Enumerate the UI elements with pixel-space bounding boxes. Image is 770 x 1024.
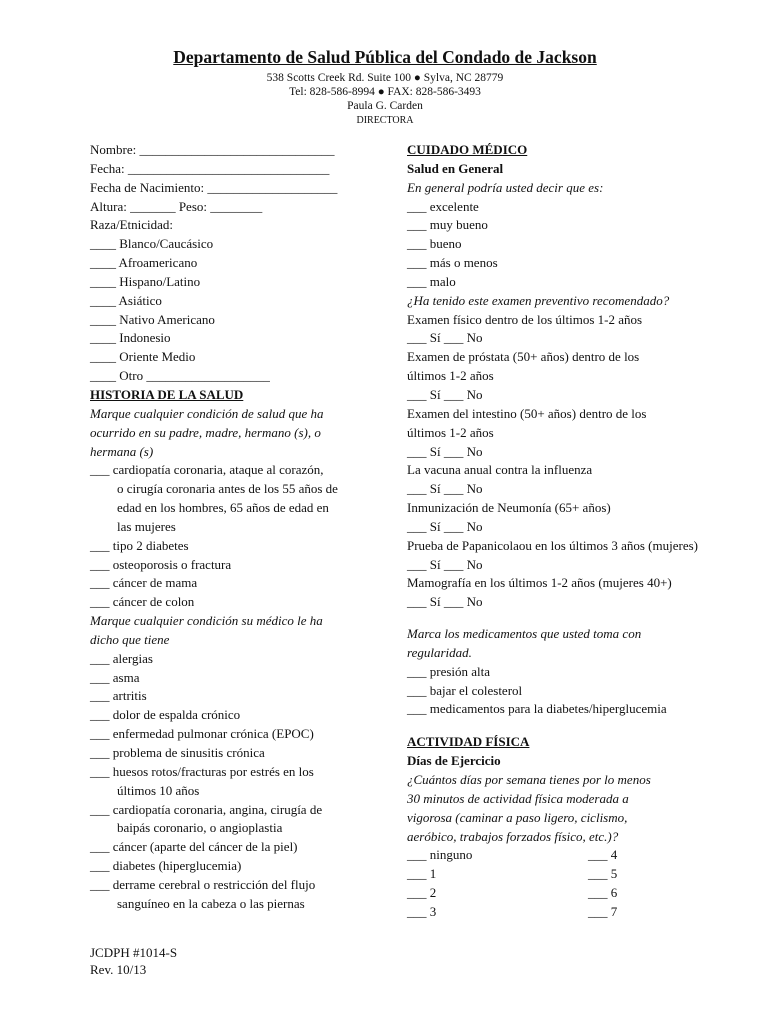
exercise-day-option[interactable]: ___ 6: [588, 885, 618, 901]
exam-label: últimos 1-2 años: [407, 368, 494, 384]
exercise-prompt: vigorosa (caminar a paso ligero, ciclismo,: [407, 809, 628, 825]
director-name: Paula G. Carden: [347, 100, 423, 112]
health-history-heading: HISTORIA DE LA SALUD: [90, 386, 244, 402]
exam-label: Prueba de Papanicolaou en los últimos 3 años (mujeres): [407, 537, 698, 553]
form-footer: [90, 944, 177, 978]
general-health-option[interactable]: ___ bueno: [407, 236, 462, 252]
height-weight-field[interactable]: Altura: _______ Peso: ________: [90, 198, 263, 214]
general-health-prompt: En general podría usted decir que es:: [407, 179, 604, 195]
family-condition-option[interactable]: ___ osteoporosis o fractura: [90, 556, 232, 572]
exam-label: Examen físico dentro de los últimos 1-2 años: [407, 311, 643, 327]
doctor-condition-option[interactable]: ___ problema de sinusitis crónica: [90, 745, 265, 760]
exam-label: Examen del intestino (50+ años) dentro de los: [407, 405, 647, 421]
exercise-day-option[interactable]: ___ 7: [588, 903, 618, 919]
race-option[interactable]: ____ Asiático: [90, 292, 162, 308]
race-option[interactable]: ____ Oriente Medio: [90, 349, 196, 365]
general-health-option[interactable]: ___ malo: [407, 273, 456, 289]
exam-label: últimos 1-2 años: [407, 424, 494, 440]
medication-option[interactable]: ___ bajar el colesterol: [407, 682, 523, 698]
physical-activity-heading: ACTIVIDAD FÍSICA: [407, 734, 530, 750]
family-condition-continuation: edad en los hombres, 65 años de edad en: [117, 500, 329, 516]
form-revision: Rev. 10/13: [90, 962, 147, 977]
exercise-days-row: [407, 846, 737, 865]
doctor-condition-option[interactable]: ___ huesos rotos/fracturas por estrés en los: [90, 763, 314, 779]
doctor-condition-continuation: baipás coronario, o angioplastia: [117, 820, 283, 836]
exam-label: La vacuna anual contra la influenza: [407, 462, 593, 478]
doctor-condition-option[interactable]: ___ diabetes (hiperglucemia): [90, 858, 242, 874]
right-column: [407, 141, 737, 922]
form-id: JCDPH #1014-S: [90, 945, 178, 960]
doctor-condition-option[interactable]: ___ cardiopatía coronaria, angina, cirugía de: [90, 801, 323, 817]
yes-no-option[interactable]: ___ Sí ___ No: [407, 481, 483, 497]
preventive-exam-prompt: ¿Ha tenido este examen preventivo recomendado?: [407, 292, 670, 308]
yes-no-option[interactable]: ___ Sí ___ No: [407, 386, 483, 402]
yes-no-option[interactable]: ___ Sí ___ No: [407, 443, 483, 459]
doctor-condition-option[interactable]: ___ asma: [90, 669, 140, 685]
race-option-other[interactable]: ____ Otro ___________________: [90, 368, 270, 384]
exercise-days-row: [407, 884, 737, 903]
medications-prompt: Marca los medicamentos que usted toma con: [407, 626, 642, 642]
doctor-condition-option[interactable]: ___ artritis: [90, 688, 147, 704]
general-health-heading: Salud en General: [407, 160, 504, 176]
family-condition-continuation: o cirugía coronaria antes de los 55 años de: [117, 481, 338, 497]
doctor-condition-option[interactable]: ___ enfermedad pulmonar crónica (EPOC): [90, 726, 314, 742]
yes-no-option[interactable]: ___ Sí ___ No: [407, 594, 483, 610]
family-condition-option[interactable]: ___ cardiopatía coronaria, ataque al corazón,: [90, 462, 324, 478]
yes-no-option[interactable]: ___ Sí ___ No: [407, 518, 483, 534]
family-history-prompt: ocurrido en su padre, madre, hermano (s), o: [90, 424, 321, 440]
section-spacer: [407, 719, 737, 733]
exercise-prompt: ¿Cuántos días por semana tienes por lo menos: [407, 772, 651, 787]
department-title: Departamento de Salud Pública del Condado de Jackson: [173, 47, 597, 67]
doctor-condition-option[interactable]: ___ alergias: [90, 650, 153, 666]
family-condition-option[interactable]: ___ tipo 2 diabetes: [90, 537, 189, 553]
exam-label: Examen de próstata (50+ años) dentro de los: [407, 349, 640, 365]
medical-care-heading: CUIDADO MÉDICO: [407, 142, 528, 157]
exercise-day-option[interactable]: ___ 5: [588, 866, 618, 882]
exercise-prompt: 30 minutos de actividad física moderada a: [407, 790, 629, 806]
doctor-condition-prompt: Marque cualquier condición su médico le ha: [90, 613, 323, 629]
exam-label: Mamografía en los últimos 1-2 años (mujeres 40+): [407, 575, 672, 591]
doctor-condition-option[interactable]: ___ dolor de espalda crónico: [90, 707, 241, 723]
family-condition-continuation: las mujeres: [117, 518, 176, 534]
race-option[interactable]: ____ Afroamericano: [90, 255, 198, 271]
race-option[interactable]: ____ Blanco/Caucásico: [90, 236, 214, 252]
exercise-day-option[interactable]: ___ 1: [407, 866, 437, 882]
doctor-condition-option[interactable]: ___ cáncer (aparte del cáncer de la piel): [90, 839, 298, 855]
address-line: 538 Scotts Creek Rd. Suite 100 ● Sylva, NC 28779: [266, 72, 504, 84]
birthdate-field[interactable]: Fecha de Nacimiento: ____________________: [90, 179, 338, 195]
exercise-prompt: aeróbico, trabajos forzados físico, etc.)?: [407, 828, 619, 844]
medication-option[interactable]: ___ presión alta: [407, 663, 491, 679]
doctor-condition-option[interactable]: ___ derrame cerebral o restricción del flujo: [90, 876, 316, 892]
general-health-option[interactable]: ___ excelente: [407, 198, 479, 214]
ethnicity-label: Raza/Etnicidad:: [90, 217, 174, 233]
date-field[interactable]: Fecha: _______________________________: [90, 160, 330, 176]
exam-label: Inmunización de Neumonía (65+ años): [407, 500, 611, 516]
exercise-days-row: [407, 865, 737, 884]
director-title: DIRECTORA: [356, 115, 414, 126]
family-history-prompt: Marque cualquier condición de salud que ha: [90, 405, 324, 421]
phone-line: Tel: 828-586-8994 ● FAX: 828-586-3493: [289, 86, 481, 98]
left-column: [90, 141, 390, 914]
general-health-option[interactable]: ___ muy bueno: [407, 217, 488, 233]
exercise-day-option[interactable]: ___ 3: [407, 903, 437, 919]
section-spacer: [407, 612, 737, 625]
family-condition-option[interactable]: ___ cáncer de mama: [90, 575, 198, 591]
medication-option[interactable]: ___ medicamentos para la diabetes/hiperglucemia: [407, 701, 667, 717]
general-health-option[interactable]: ___ más o menos: [407, 255, 498, 271]
exercise-day-option[interactable]: ___ 4: [588, 847, 618, 863]
doctor-condition-continuation: últimos 10 años: [117, 782, 200, 798]
name-field[interactable]: Nombre: ______________________________: [90, 142, 335, 157]
exercise-day-option[interactable]: ___ 2: [407, 885, 437, 901]
exercise-days-row: [407, 903, 737, 922]
doctor-condition-continuation: sanguíneo en la cabeza o las piernas: [117, 895, 305, 911]
letterhead: [0, 46, 770, 128]
race-option[interactable]: ____ Nativo Americano: [90, 311, 215, 327]
race-option[interactable]: ____ Indonesio: [90, 330, 171, 346]
doctor-condition-prompt: dicho que tiene: [90, 631, 170, 647]
yes-no-option[interactable]: ___ Sí ___ No: [407, 330, 483, 346]
yes-no-option[interactable]: ___ Sí ___ No: [407, 556, 483, 572]
medications-prompt: regularidad.: [407, 644, 472, 660]
family-history-prompt: hermana (s): [90, 443, 154, 459]
exercise-day-option[interactable]: ___ ninguno: [407, 847, 473, 863]
family-condition-option[interactable]: ___ cáncer de colon: [90, 594, 195, 610]
exercise-days-heading: Días de Ejercicio: [407, 753, 501, 769]
race-option[interactable]: ____ Hispano/Latino: [90, 273, 201, 289]
